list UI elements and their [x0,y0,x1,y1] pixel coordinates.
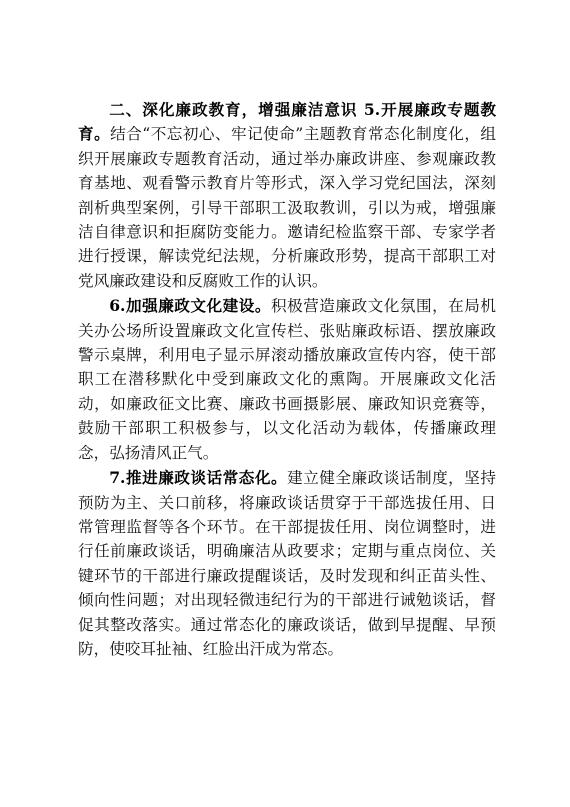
paragraph-heading: 二、深化廉政教育，增强廉洁意识 5.开展廉政专题教育。 [78,100,496,144]
paragraph-5 [78,98,496,293]
paragraph-body: 建立健全廉政谈话制度，坚持预防为主、关口前移，将廉政谈话贯穿于干部选拔任用、日常管理监督等各个环节。在干部提拔任用、岗位调整时，进行任前廉政谈话，明确廉洁从政要求；定期与重点岗位、关键环节的干部进行廉政提醒谈话，及时发现和纠正苗头性、倾向性问题；对出现轻微违纪行为的干部进行诫勉谈话，督促其整改落实。通过常态化的廉政谈话，做到早提醒、早预防，使咬耳扯袖、红脸出汗成为常态。 [78,469,496,658]
paragraph-heading: 7.推进廉政谈话常态化。 [109,468,288,488]
paragraph-heading: 6.加强廉政文化建设。 [109,296,271,316]
document-page [78,98,496,662]
paragraph-7 [78,466,496,661]
paragraph-6 [78,294,496,465]
paragraph-body: 结合“不忘初心、牢记使命”主题教育常态化制度化，组织开展廉政专题教育活动，通过举办廉政讲座、参观廉政教育基地、观看警示教育片等形式，深入学习党纪国法，深刻剖析典型案例，引导干部职工汲取教训，引以为戒，增强廉洁自律意识和拒腐防变能力。邀请纪检监察干部、专家学者进行授课，解读党纪法规，分析廉政形势，提高干部职工对党风廉政建设和反腐败工作的认识。 [78,125,496,290]
paragraph-body: 积极营造廉政文化氛围，在局机关办公场所设置廉政文化宣传栏、张贴廉政标语、摆放廉政警示桌牌，利用电子显示屏滚动播放廉政宣传内容，使干部职工在潜移默化中受到廉政文化的熏陶。开展廉政文化活动，如廉政征文比赛、廉政书画摄影展、廉政知识竞赛等，鼓励干部职工积极参与，以文化活动为载体，传播廉政理念，弘扬清风正气。 [78,297,496,462]
